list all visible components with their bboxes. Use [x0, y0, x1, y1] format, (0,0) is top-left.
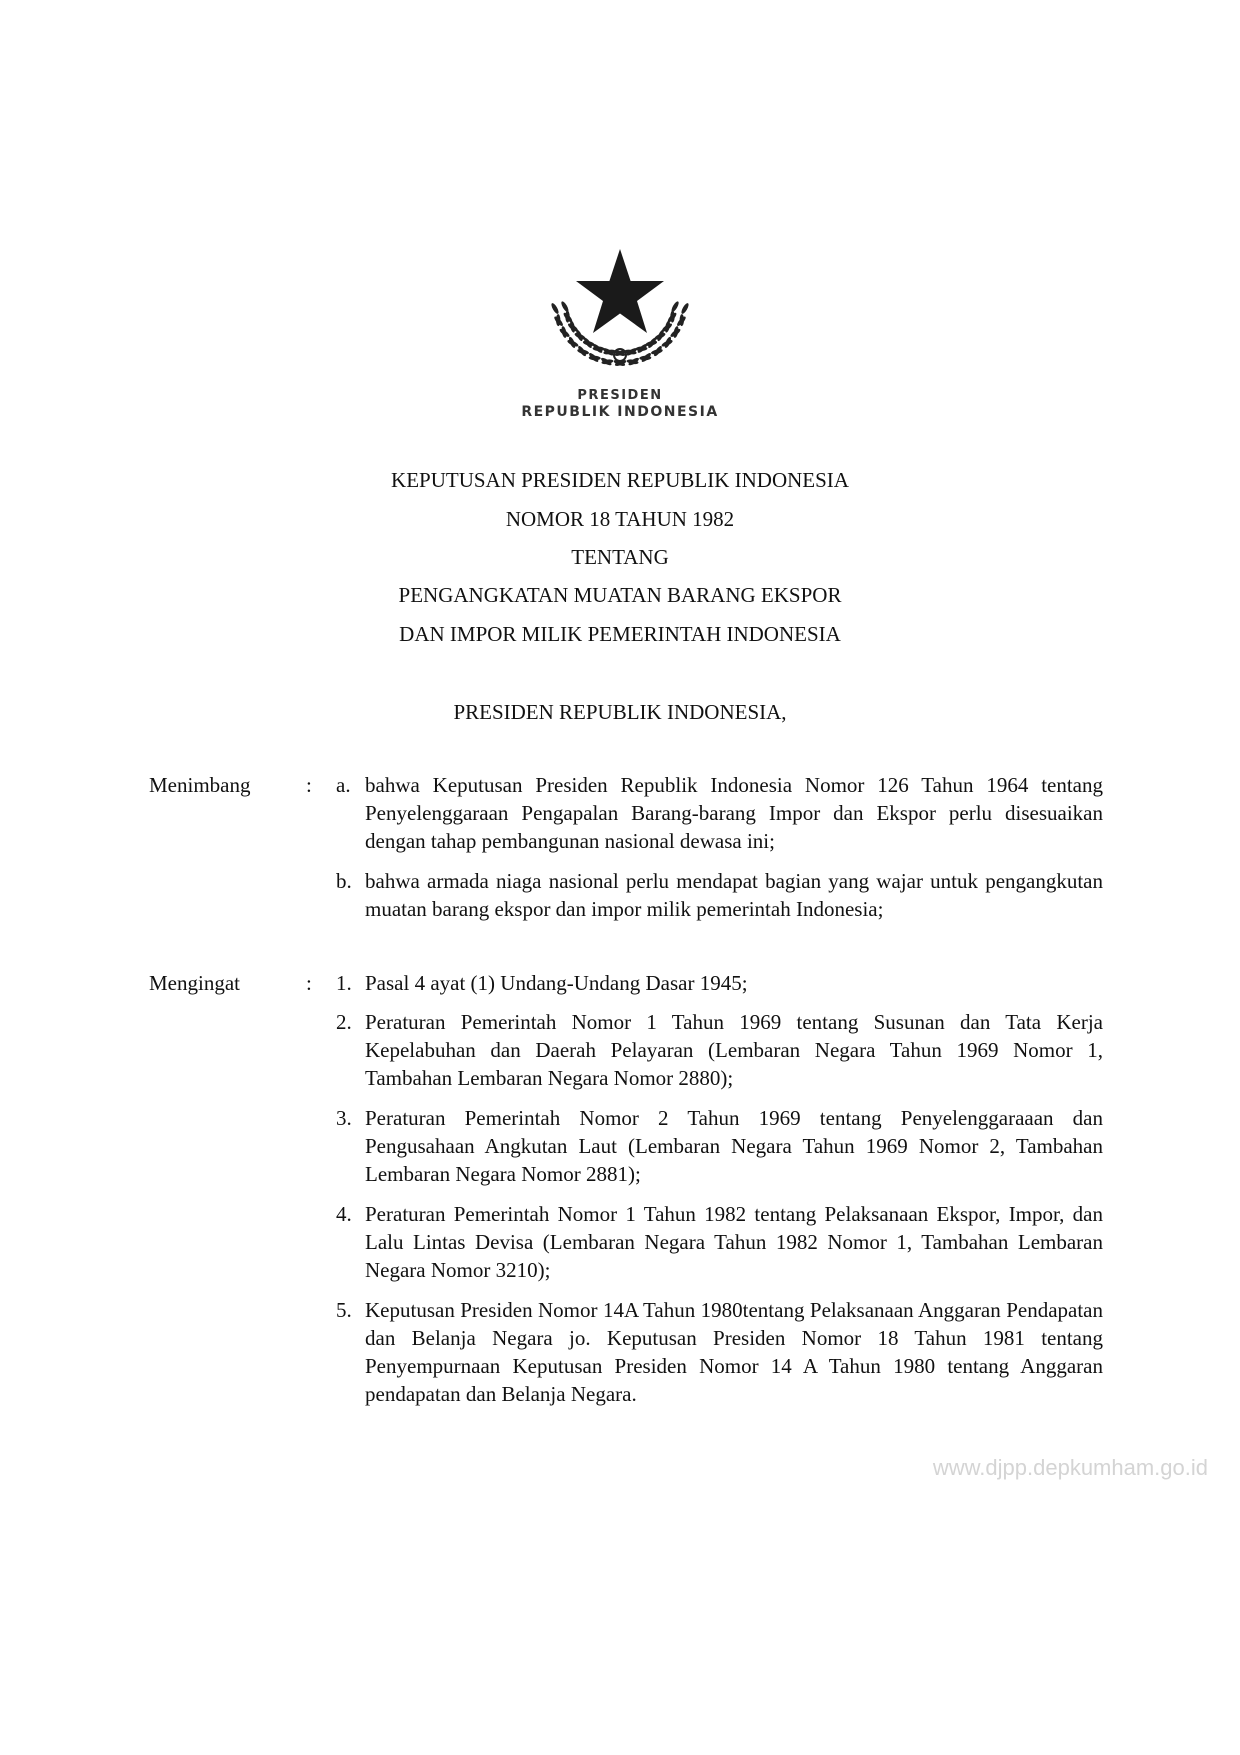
title-line-2: NOMOR 18 TAHUN 1982	[505, 507, 735, 531]
wreath-leaf	[556, 314, 561, 326]
item-number: 5.	[336, 1298, 352, 1322]
menimbang-label: Menimbang	[149, 773, 251, 797]
item-text: Keputusan Presiden Nomor 14A Tahun 1980tentang Pelaksanaan Anggaran Pendapatan dan Belanja Negara jo. Keputusan Presiden Nomor 18 Tahun 1981 tentang Penyempurnaan Keputusan Presiden Nomor 14 A Tahun 1980 tentang Anggaran pendapatan dan Belanja Negara.	[365, 1298, 1103, 1406]
issuer-line: PRESIDEN REPUBLIK INDONESIA,	[453, 700, 787, 724]
wreath-leaf	[670, 300, 680, 313]
item-text: Peraturan Pemerintah Nomor 2 Tahun 1969 tentang Penyelenggaraaan dan Pengusahaan Angkutan Laut (Lembaran Negara Tahun 1969 Nomor 2, Tambahan Lembaran Negara Nomor 2881);	[365, 1106, 1103, 1186]
seal-caption-presiden: PRESIDEN	[577, 388, 663, 403]
item-number: a.	[336, 773, 351, 797]
menimbang-item-a	[336, 771, 1103, 855]
title-line-3: TENTANG	[571, 545, 669, 569]
title-line-1: KEPUTUSAN PRESIDEN REPUBLIK INDONESIA	[391, 468, 849, 492]
seal-caption-republik-indonesia: REPUBLIK INDONESIA	[521, 404, 719, 420]
item-number: 2.	[336, 1010, 352, 1034]
item-text: Peraturan Pemerintah Nomor 1 Tahun 1969 tentang Susunan dan Tata Kerja Kepelabuhan dan Daerah Pelayaran (Lembaran Negara Tahun 1969 Nomor 1, Tambahan Lembaran Negara Nomor 2880);	[365, 1010, 1103, 1090]
item-text: Pasal 4 ayat (1) Undang-Undang Dasar 1945;	[365, 971, 748, 995]
item-number: 3.	[336, 1106, 352, 1130]
menimbang-colon: :	[306, 773, 312, 797]
title-line-4: PENGANGKATAN MUATAN BARANG EKSPOR	[398, 583, 842, 607]
item-text: Peraturan Pemerintah Nomor 1 Tahun 1982 tentang Pelaksanaan Ekspor, Impor, dan Lalu Lintas Devisa (Lembaran Negara Tahun 1982 Nomor 1, Tambahan Lembaran Negara Nomor 3210);	[365, 1202, 1103, 1282]
mengingat-item-1	[336, 969, 1103, 997]
watermark-url: www.djpp.depkumham.go.id	[932, 1455, 1208, 1480]
mengingat-label: Mengingat	[149, 971, 240, 995]
wreath-leaf	[550, 302, 560, 315]
item-text: bahwa armada niaga nasional perlu mendapat bagian yang wajar untuk pengangkutan muatan barang ekspor dan impor milik pemerintah Indonesia;	[365, 869, 1103, 921]
wreath-leaf	[680, 302, 690, 315]
mengingat-item-2	[336, 1008, 1103, 1092]
mengingat-item-3	[336, 1104, 1103, 1188]
wreath-leaf	[565, 311, 570, 323]
presidential-seal-emblem	[545, 222, 695, 372]
title-line-5: DAN IMPOR MILIK PEMERINTAH INDONESIA	[399, 622, 841, 646]
item-number: b.	[336, 869, 352, 893]
menimbang-item-b	[336, 867, 1103, 923]
mengingat-item-4	[336, 1200, 1103, 1284]
item-number: 1.	[336, 971, 352, 995]
mengingat-item-5	[336, 1296, 1103, 1408]
mengingat-colon: :	[306, 971, 312, 995]
item-text: bahwa Keputusan Presiden Republik Indonesia Nomor 126 Tahun 1964 tentang Penyelenggaraan Pengapalan Barang-barang Impor dan Ekspor perlu disesuaikan dengan tahap pembangunan nasional dewasa ini;	[365, 773, 1103, 853]
item-number: 4.	[336, 1202, 352, 1226]
